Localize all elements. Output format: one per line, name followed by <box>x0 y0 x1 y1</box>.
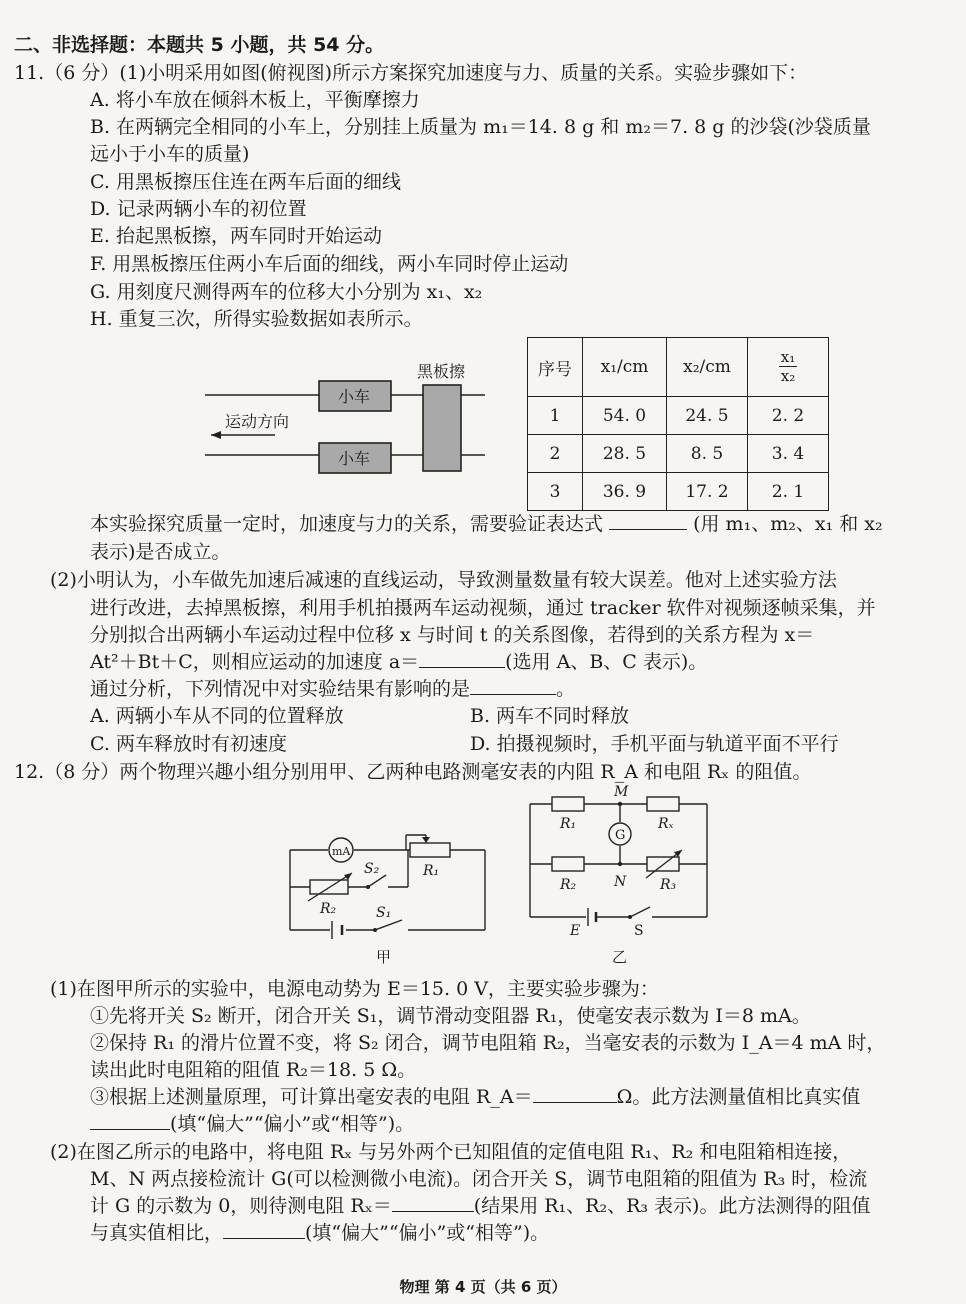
q12-p2-l3-pre: 计 G 的示数为 0，则待测电阻 Rₓ＝ <box>90 1195 392 1217</box>
cart-figure <box>195 355 495 485</box>
q12-p1-l5-post: Ω。此方法测量值相比真实值 <box>616 1086 861 1108</box>
table-row <box>528 397 829 435</box>
q11-option-a: A. 两辆小车从不同的位置释放 <box>90 705 344 727</box>
page-footer: 物理 第 4 页（共 6 页） <box>399 1278 567 1296</box>
table-cell: 17. 2 <box>667 473 748 511</box>
table-row <box>528 435 829 473</box>
q11-p2-l5-pre: 通过分析，下列情况中对实验结果有影响的是 <box>90 678 471 700</box>
q12-number: 12. <box>14 761 45 783</box>
q11-step-b1: B. 在两辆完全相同的小车上，分别挂上质量为 m₁＝14. 8 g 和 m₂＝7. 8 g 的沙袋(沙袋质量 <box>90 116 871 138</box>
q11-intro: (1)小明采用如图(俯视图)所示方案探究加速度与力、质量的关系。实验步骤如下： <box>119 62 808 84</box>
q12-p2-l4 <box>90 1220 549 1246</box>
q11-p2-l4 <box>90 649 707 675</box>
q12-intro: （8 分）两个物理兴趣小组分别用甲、乙两种电路测毫安表的内阻 R_A 和电阻 Rₓ 的阻值。 <box>44 761 812 783</box>
q11-p2-l4-pre: At²＋Bt＋C，则相应运动的加速度 a＝ <box>90 651 420 673</box>
q11-step-e: E. 抬起黑板擦，两车同时开始运动 <box>90 225 382 247</box>
q11-step-b2: 远小于小车的质量) <box>90 143 250 165</box>
q11-verify2: 表示)是否成立。 <box>90 541 231 563</box>
q11-verify-line <box>90 511 883 537</box>
answer-blank-influence[interactable] <box>470 676 556 695</box>
cart-bottom-label: 小车 <box>338 449 371 468</box>
galvanometer-label: G <box>615 828 626 843</box>
caption-jia: 甲 <box>376 948 392 966</box>
header-ratio <box>748 338 829 397</box>
table-cell: 54. 0 <box>583 397 667 435</box>
s1-label: S₁ <box>376 905 392 921</box>
table-header-row <box>528 338 829 397</box>
q12-p1-l6-text: (填“偏大”“偏小”或“相等”)。 <box>170 1113 415 1135</box>
answer-blank-ra[interactable] <box>533 1084 617 1103</box>
arrow-head-icon <box>211 431 221 439</box>
table-cell: 1 <box>528 397 583 435</box>
q11-p2-l4-post: (选用 A、B、C 表示)。 <box>505 651 708 673</box>
table-cell: 2. 2 <box>748 397 829 435</box>
q11-p2-l5-post: 。 <box>556 678 576 700</box>
q12-p1-l4: 读出此时电阻箱的阻值 R₂＝18. 5 Ω。 <box>90 1059 417 1081</box>
ratio-numerator: x₁ <box>780 348 796 366</box>
q12-p2-l3 <box>90 1193 870 1219</box>
table-cell: 2. 1 <box>748 473 829 511</box>
header-x1: x₁/cm <box>583 338 667 397</box>
q11-p2-l5 <box>90 676 575 702</box>
table-row <box>528 473 829 511</box>
q11-p2-l1: (2)小明认为，小车做先加速后减速的直线运动，导致测量数量有较大误差。他对上述实验方法 <box>50 569 837 591</box>
q11-number: 11. <box>14 62 45 84</box>
table-cell: 28. 5 <box>583 435 667 473</box>
q11-option-c: C. 两车释放时有初速度 <box>90 733 287 755</box>
q11-p2-l2: 进行改进，去掉黑板擦，利用手机拍摄两车运动视频，通过 tracker 软件对视频逐帧采集，并 <box>90 597 876 619</box>
rheostat-r1 <box>410 843 450 857</box>
r1-label: R₁ <box>560 816 577 832</box>
table-cell: 2 <box>528 435 583 473</box>
table-cell: 36. 9 <box>583 473 667 511</box>
resistor-r1 <box>552 797 584 811</box>
resistor-rx <box>647 797 679 811</box>
header-index: 序号 <box>528 338 583 397</box>
q12-p2-l4-post: (填“偏大”“偏小”或“相等”)。 <box>305 1222 550 1244</box>
r1-label: R₁ <box>423 863 440 879</box>
r2-label: R₂ <box>320 901 337 917</box>
resistor-r2 <box>552 857 584 871</box>
header-x2: x₂/cm <box>667 338 748 397</box>
q12-p2-l1: (2)在图乙所示的电路中，将电阻 Rₓ 与另外两个已知阻值的定值电阻 R₁、R₂ 和电阻箱相连接， <box>50 1141 852 1163</box>
q12-p2-l3-post: (结果用 R₁、R₂、R₃ 表示)。此方法测得的阻值 <box>473 1195 871 1217</box>
q11-step-a: A. 将小车放在倾斜木板上，平衡摩擦力 <box>90 89 420 111</box>
eraser <box>423 385 461 471</box>
rx-label: Rₓ <box>658 816 674 832</box>
table-cell: 24. 5 <box>667 397 748 435</box>
q11-p2-l3: 分别拟合出两辆小车运动过程中位移 x 与时间 t 的关系图像，若得到的关系方程为 x＝ <box>90 624 815 646</box>
circuit-yi <box>522 782 717 972</box>
answer-blank-rx[interactable] <box>392 1193 474 1212</box>
s-label: S <box>634 923 644 939</box>
q12-p1-l5-pre: ③根据上述测量原理，可计算出毫安表的电阻 R_A＝ <box>90 1086 533 1108</box>
m-label: M <box>614 784 629 800</box>
ratio-denominator: x₂ <box>780 367 796 385</box>
q11-step-g: G. 用刻度尺测得两车的位移大小分别为 x₁、x₂ <box>90 281 483 303</box>
r3-label: R₃ <box>660 877 677 893</box>
q11-header <box>14 60 807 86</box>
cart-top-label: 小车 <box>338 387 371 406</box>
e-label: E <box>570 923 581 939</box>
caption-yi: 乙 <box>612 948 628 966</box>
q11-points: （6 分） <box>44 62 120 84</box>
q12-p1-l6 <box>90 1111 414 1137</box>
answer-blank-ra-compare[interactable] <box>90 1111 170 1130</box>
q12-p1-l5 <box>90 1084 860 1110</box>
milliammeter-label: mA <box>332 845 351 858</box>
q12-p1-l1: (1)在图甲所示的实验中，电源电动势为 E＝15. 0 V，主要实验步骤为： <box>50 978 659 1000</box>
answer-blank-expression[interactable] <box>609 511 687 530</box>
eraser-label: 黑板擦 <box>417 362 466 381</box>
q11-step-h: H. 重复三次，所得实验数据如表所示。 <box>90 308 423 330</box>
n-label: N <box>614 874 627 890</box>
q11-verify-post: (用 m₁、m₂、x₁ 和 x₂ <box>693 513 883 535</box>
q12-p2-l4-pre: 与真实值相比， <box>90 1222 224 1244</box>
table-cell: 3 <box>528 473 583 511</box>
circuit-jia <box>280 805 490 970</box>
q11-step-c: C. 用黑板擦压住连在两车后面的细线 <box>90 171 401 193</box>
r2-label: R₂ <box>560 877 577 893</box>
q12-p1-l3: ②保持 R₁ 的滑片位置不变，将 S₂ 闭合，调节电阻箱 R₂，当毫安表的示数为 I_A＝4 mA 时， <box>90 1032 886 1054</box>
q11-step-f: F. 用黑板擦压住两小车后面的细线，两小车同时停止运动 <box>90 253 569 275</box>
answer-blank-rx-compare[interactable] <box>223 1220 305 1239</box>
s2-label: S₂ <box>364 861 380 877</box>
table-cell: 3. 4 <box>748 435 829 473</box>
direction-label: 运动方向 <box>225 412 290 431</box>
switch-s <box>630 907 650 917</box>
section-title: 二、非选择题：本题共 5 小题，共 54 分。 <box>14 34 385 56</box>
q11-option-d: D. 拍摄视频时，手机平面与轨道平面不平行 <box>470 733 839 755</box>
table-cell: 8. 5 <box>667 435 748 473</box>
switch-s1 <box>375 920 402 930</box>
slider-arrow-icon <box>422 837 430 843</box>
variable-arrow-icon <box>344 873 352 880</box>
answer-blank-acceleration[interactable] <box>419 649 505 668</box>
q11-step-d: D. 记录两辆小车的初位置 <box>90 198 307 220</box>
q12-p2-l2: M、N 两点接检流计 G(可以检测微小电流)。闭合开关 S，调节电阻箱的阻值为 R₃ 时，检流 <box>90 1168 868 1190</box>
data-table <box>527 337 829 511</box>
q12-p1-l2: ①先将开关 S₂ 断开，闭合开关 S₁，调节滑动变阻器 R₁，使毫安表示数为 I＝8 mA。 <box>90 1005 811 1027</box>
q11-verify-pre: 本实验探究质量一定时，加速度与力的关系，需要验证表达式 <box>90 513 604 535</box>
q11-option-b: B. 两车不同时释放 <box>470 705 630 727</box>
